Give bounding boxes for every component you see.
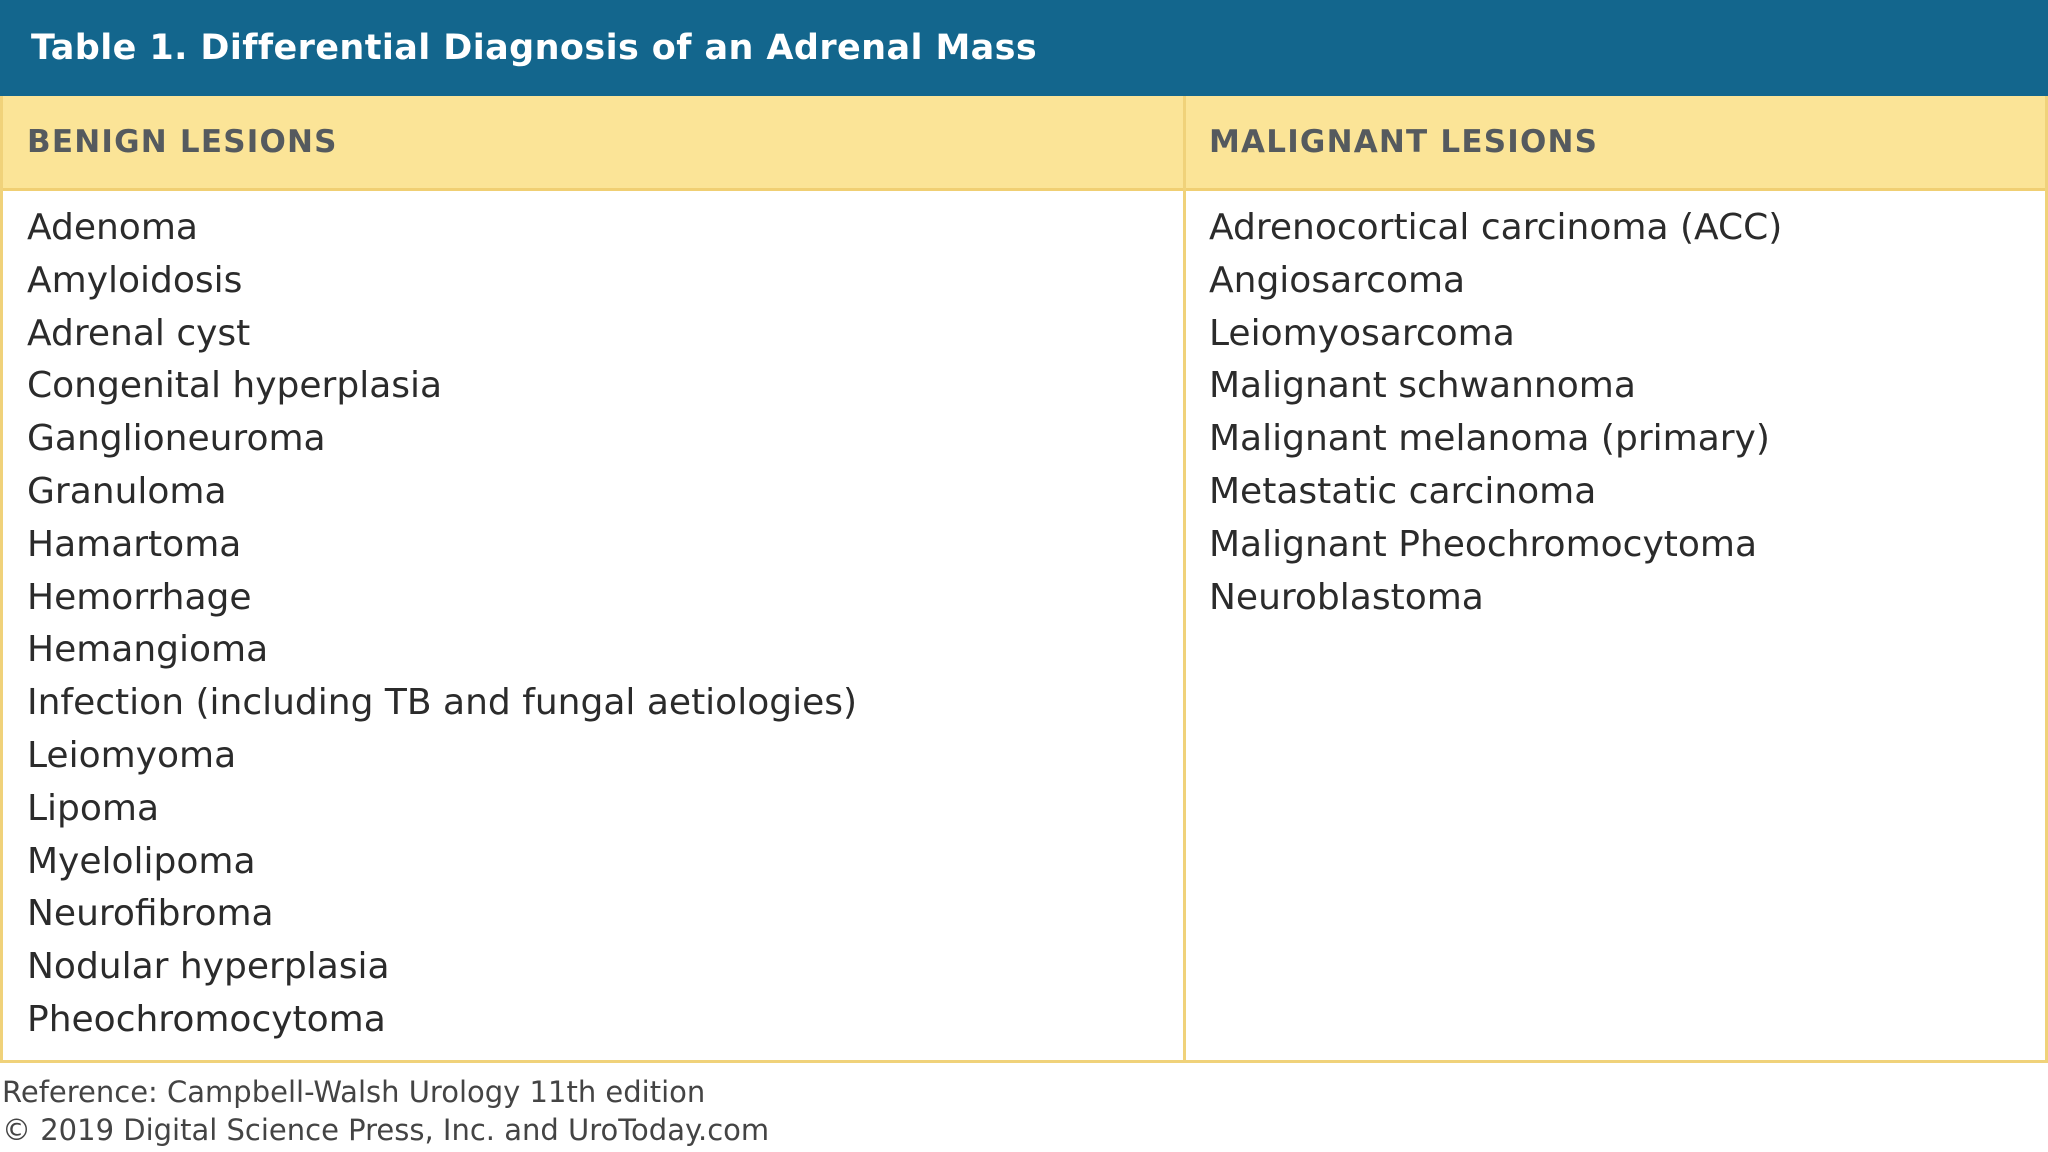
benign-lesion-item: Pheochromocytoma [27,998,386,1040]
copyright-note: © 2019 Digital Science Press, Inc. and UroToday.com [2,1113,770,1147]
malignant-lesion-item: Leiomyosarcoma [1209,312,1515,354]
benign-lesion-item: Nodular hyperplasia [27,946,390,988]
benign-lesion-item: Leiomyoma [27,734,237,776]
benign-lesion-item: Ganglioneuroma [27,418,326,460]
footnotes [2,1073,769,1149]
benign-lesion-item: Lipoma [27,787,160,829]
reference-note: Reference: Campbell-Walsh Urology 11th edition [2,1075,706,1109]
malignant-lesion-item: Neuroblastoma [1209,576,1484,618]
malignant-lesion-item: Malignant melanoma (primary) [1209,418,1770,460]
benign-lesion-item: Adenoma [27,207,198,248]
column-divider [1183,96,1186,1060]
benign-lesion-item: Congenital hyperplasia [27,365,443,407]
benign-lesions-header: BENIGN LESIONS [27,124,338,160]
table-header-row [3,96,2045,191]
benign-lesion-item: Neurofibroma [27,893,274,935]
benign-lesion-item: Infection (including TB and fungal aetiologies) [27,682,858,724]
benign-lesion-item: Granuloma [27,470,227,512]
malignant-lesion-item: Angiosarcoma [1209,259,1466,301]
malignant-lesion-item: Malignant Pheochromocytoma [1209,523,1758,565]
malignant-lesion-item: Metastatic carcinoma [1209,470,1597,512]
benign-lesion-item: Hemorrhage [27,576,252,618]
benign-lesion-item: Amyloidosis [27,259,243,301]
benign-lesion-item: Adrenal cyst [27,312,251,354]
table-title: Table 1. Differential Diagnosis of an Adrenal Mass [0,0,2048,96]
benign-lesion-item: Myelolipoma [27,840,256,882]
malignant-lesion-item: Adrenocortical carcinoma (ACC) [1209,207,1783,248]
benign-lesion-item: Hamartoma [27,523,242,565]
malignant-lesions-list [1209,202,1782,624]
benign-lesions-list [27,202,857,1047]
malignant-lesions-header: MALIGNANT LESIONS [1209,124,1599,160]
benign-lesion-item: Hemangioma [27,629,269,671]
malignant-lesion-item: Malignant schwannoma [1209,365,1636,407]
